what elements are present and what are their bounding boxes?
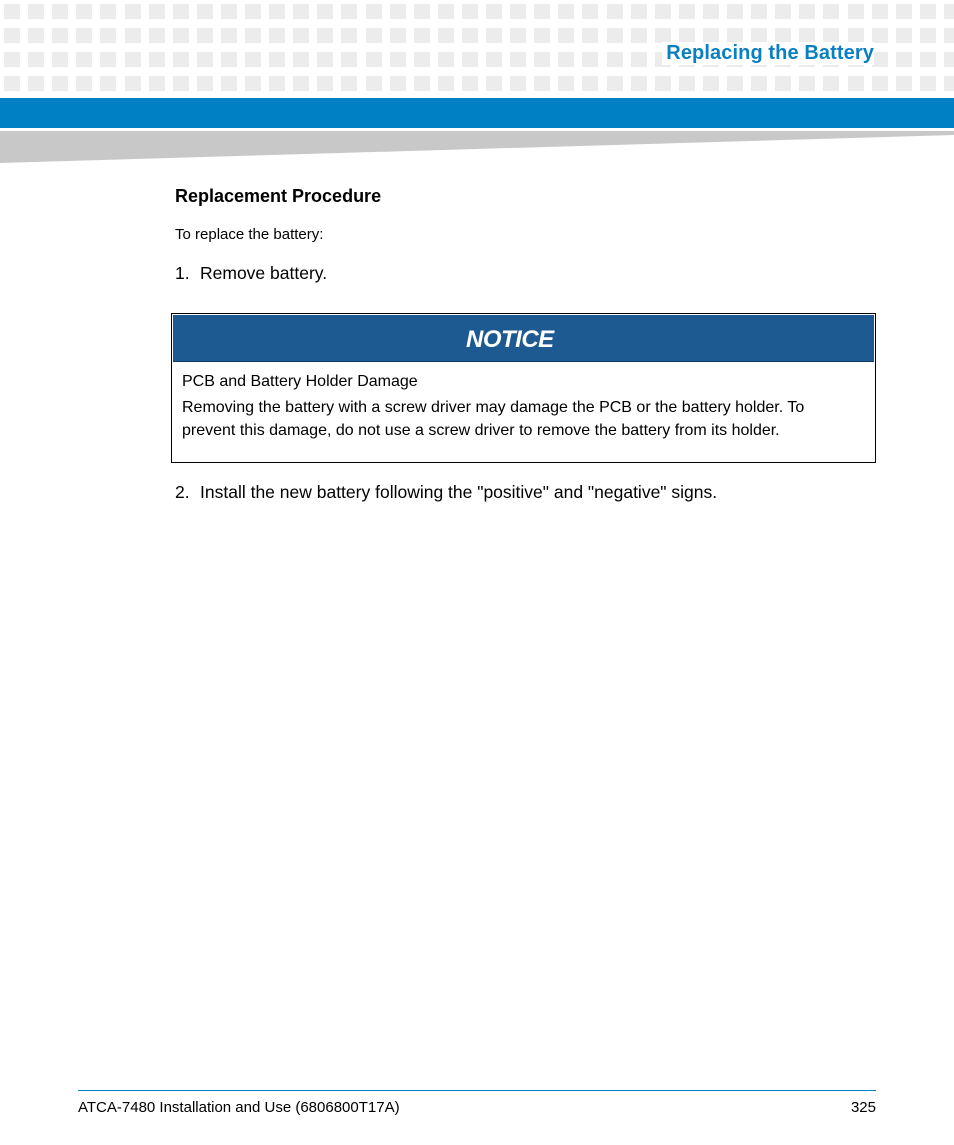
header-tile <box>679 4 695 19</box>
section-title: Replacing the Battery <box>662 42 874 65</box>
header-tile <box>269 4 285 19</box>
header-tile <box>751 76 767 91</box>
header-tile <box>510 4 526 19</box>
header-tile <box>703 76 719 91</box>
header-tile <box>486 52 502 67</box>
header-tile <box>486 4 502 19</box>
notice-body: Removing the battery with a screw driver may damage the PCB or the battery holder. To prevent this damage, do not use a screw driver to remove the battery from its holder. <box>182 399 805 439</box>
header-tile <box>149 4 165 19</box>
header-tile <box>125 76 141 91</box>
header-tile <box>366 28 382 43</box>
header-tile <box>414 4 430 19</box>
header-tile <box>920 76 936 91</box>
header-tile <box>631 52 647 67</box>
header-tile <box>28 4 44 19</box>
header-tile <box>269 28 285 43</box>
header-gray-wedge <box>0 131 954 163</box>
header-tile <box>462 52 478 67</box>
header-tile <box>896 76 912 91</box>
header-tile <box>679 76 695 91</box>
header-tile <box>125 4 141 19</box>
header-tile <box>52 28 68 43</box>
header-tile <box>486 28 502 43</box>
footer-doc-title: ATCA-7480 Installation and Use (6806800T17A) <box>78 1099 400 1116</box>
header-tile <box>414 28 430 43</box>
header-tile <box>799 4 815 19</box>
header-tile <box>486 76 502 91</box>
header-tile <box>462 4 478 19</box>
header-tile <box>582 76 598 91</box>
header-tile <box>76 4 92 19</box>
header-tile <box>510 76 526 91</box>
intro-text: To replace the battery: <box>175 226 324 243</box>
header-tile <box>462 76 478 91</box>
header-tile <box>751 28 767 43</box>
header-tile <box>631 76 647 91</box>
header-tile <box>823 28 839 43</box>
header-tile <box>534 28 550 43</box>
header-tile <box>848 76 864 91</box>
header-tile <box>390 76 406 91</box>
header-tile <box>631 4 647 19</box>
header-tile <box>751 4 767 19</box>
header-tile <box>52 52 68 67</box>
header-tile <box>173 4 189 19</box>
header-tile <box>197 4 213 19</box>
header-tile <box>944 52 954 67</box>
header-tile <box>317 52 333 67</box>
step-text: Install the new battery following the "positive" and "negative" signs. <box>200 482 718 502</box>
header-tile <box>366 52 382 67</box>
header-tile <box>149 76 165 91</box>
header-tile <box>366 76 382 91</box>
step-text: Remove battery. <box>200 263 328 283</box>
header-tile <box>245 76 261 91</box>
step-number: 2. <box>175 482 190 502</box>
header-tile <box>896 28 912 43</box>
header-tile <box>221 28 237 43</box>
header-tile <box>558 76 574 91</box>
header-tile <box>534 4 550 19</box>
header-tile <box>269 52 285 67</box>
header-tile <box>703 28 719 43</box>
header-tile <box>944 28 954 43</box>
step-1 <box>175 263 327 284</box>
header-tile <box>149 28 165 43</box>
header-tile <box>558 52 574 67</box>
header-tile <box>607 52 623 67</box>
notice-header-divider <box>173 361 874 362</box>
header-tile <box>173 76 189 91</box>
header-tile <box>221 52 237 67</box>
header-tile <box>317 76 333 91</box>
header-tile <box>341 52 357 67</box>
header-tile <box>390 28 406 43</box>
header-tile <box>293 52 309 67</box>
header-tile <box>510 52 526 67</box>
header-blue-band <box>0 98 954 128</box>
header-tile <box>872 52 888 67</box>
header-tile <box>631 28 647 43</box>
footer-page-number: 325 <box>850 1099 876 1116</box>
header-tile <box>582 4 598 19</box>
header-tile <box>390 52 406 67</box>
header-tile <box>558 4 574 19</box>
header-tile <box>920 28 936 43</box>
header-tile <box>4 76 20 91</box>
header-tile <box>414 76 430 91</box>
header-tile <box>293 76 309 91</box>
header-tile <box>28 76 44 91</box>
header-tile <box>173 28 189 43</box>
header-tile <box>197 76 213 91</box>
header-tile <box>438 28 454 43</box>
header-tile <box>727 28 743 43</box>
notice-box <box>171 313 876 463</box>
step-number: 1. <box>175 263 190 283</box>
header-tile <box>920 4 936 19</box>
header-tile <box>775 76 791 91</box>
header-tile <box>221 4 237 19</box>
header-tile <box>414 52 430 67</box>
header-tile <box>52 4 68 19</box>
notice-title: PCB and Battery Holder Damage <box>182 373 418 390</box>
header-tile <box>28 28 44 43</box>
header-tile <box>149 52 165 67</box>
header-tile <box>245 28 261 43</box>
header-tile <box>872 76 888 91</box>
header-tile <box>944 4 954 19</box>
header-tile <box>76 52 92 67</box>
header-tile <box>534 52 550 67</box>
header-tile <box>341 28 357 43</box>
header-tile <box>4 28 20 43</box>
header-tile <box>896 52 912 67</box>
header-tile <box>317 4 333 19</box>
procedure-heading: Replacement Procedure <box>175 186 382 206</box>
header-tile <box>52 76 68 91</box>
header-tile <box>4 52 20 67</box>
header-tile <box>293 4 309 19</box>
header-tile <box>775 4 791 19</box>
header-tile <box>100 52 116 67</box>
header-tile <box>317 28 333 43</box>
header-tile <box>582 52 598 67</box>
header-tile <box>920 52 936 67</box>
header-tile <box>510 28 526 43</box>
header-tile <box>245 52 261 67</box>
header-tile <box>727 4 743 19</box>
notice-header <box>173 315 874 361</box>
header-tile <box>848 4 864 19</box>
header-tile <box>607 76 623 91</box>
header-tile <box>125 52 141 67</box>
header-tile <box>341 76 357 91</box>
notice-label: NOTICE <box>466 326 554 353</box>
header-tile <box>727 76 743 91</box>
header-tile <box>438 52 454 67</box>
header-tile <box>823 4 839 19</box>
header-tile <box>197 28 213 43</box>
header-tile <box>944 76 954 91</box>
header-tile <box>558 28 574 43</box>
header-tile <box>848 28 864 43</box>
header-tile <box>125 28 141 43</box>
header-tile <box>438 4 454 19</box>
header-tile <box>100 4 116 19</box>
header-tile <box>269 76 285 91</box>
header-tile <box>293 28 309 43</box>
header-tile <box>221 76 237 91</box>
step-2 <box>175 482 717 503</box>
header-tile <box>245 4 261 19</box>
header-tile <box>655 76 671 91</box>
header-tile <box>872 4 888 19</box>
header-tile <box>366 4 382 19</box>
header-tile <box>679 28 695 43</box>
header-tile <box>655 4 671 19</box>
header-tile <box>100 28 116 43</box>
header-tile <box>799 76 815 91</box>
header-tile <box>872 28 888 43</box>
header-tile <box>4 4 20 19</box>
header-tile <box>607 4 623 19</box>
header-tile <box>76 28 92 43</box>
header-tile <box>76 76 92 91</box>
header-tile <box>438 76 454 91</box>
header-tile <box>28 52 44 67</box>
header-tile <box>799 28 815 43</box>
header-tile <box>607 28 623 43</box>
header-tile <box>582 28 598 43</box>
header-tile <box>775 28 791 43</box>
header-tile <box>534 76 550 91</box>
header-tile <box>341 4 357 19</box>
header-tile <box>462 28 478 43</box>
header-tile <box>655 28 671 43</box>
header-tile <box>896 4 912 19</box>
header-tile <box>823 76 839 91</box>
footer-rule <box>78 1090 876 1091</box>
header-tile <box>173 52 189 67</box>
header-tile <box>100 76 116 91</box>
header-tile <box>197 52 213 67</box>
header-tile <box>390 4 406 19</box>
header-tile <box>703 4 719 19</box>
